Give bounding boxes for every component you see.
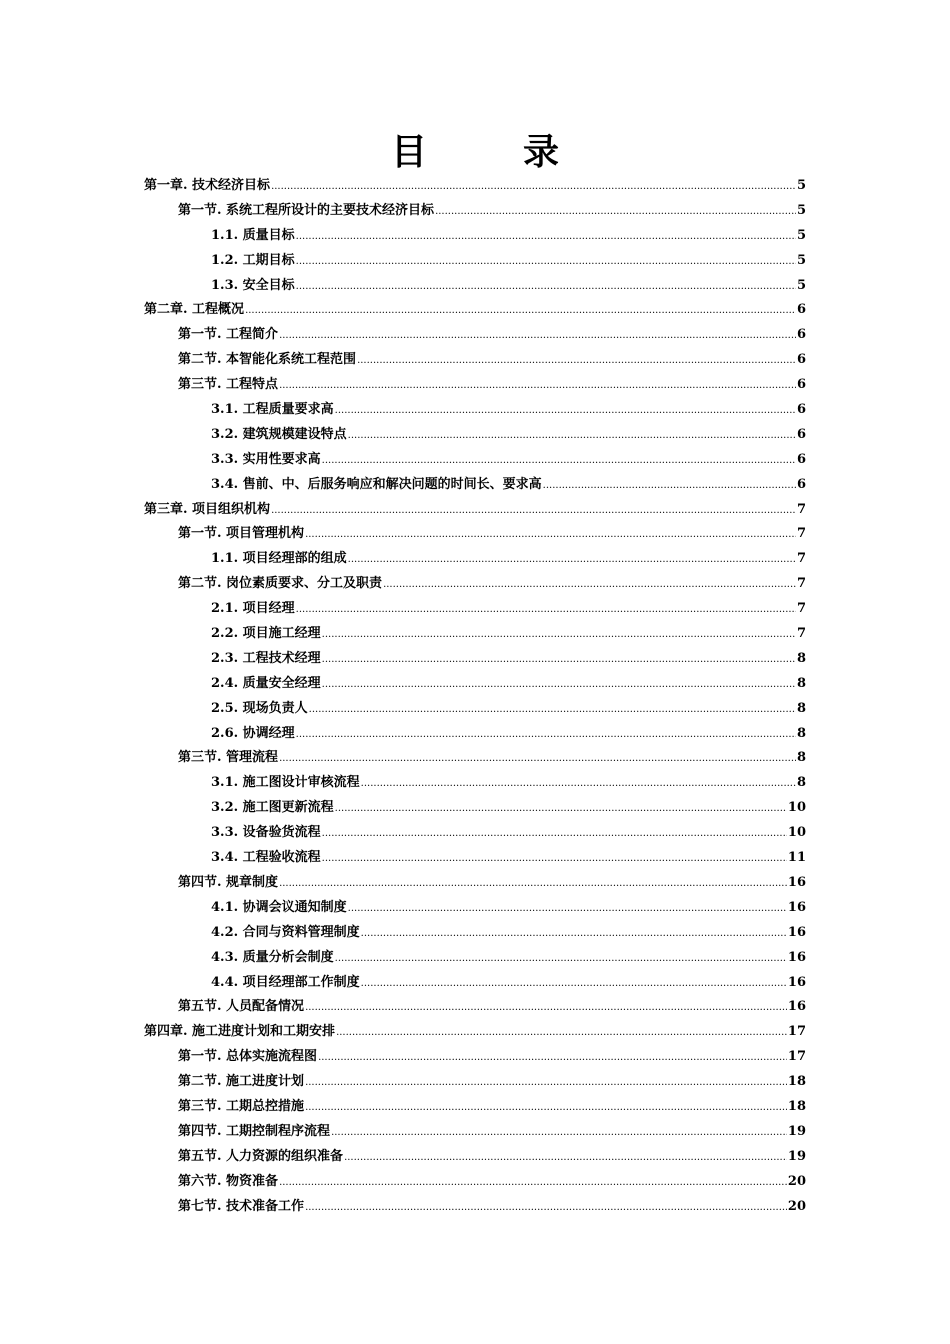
toc-entry-page-number: 8 xyxy=(796,675,806,691)
toc-entry[interactable] xyxy=(144,473,806,498)
toc-entry[interactable] xyxy=(144,348,806,373)
toc-entry[interactable] xyxy=(144,697,806,722)
toc-entry-label: 4.3. 质量分析会制度 xyxy=(211,949,334,965)
toc-entry[interactable] xyxy=(144,971,806,996)
toc-entry-page-number: 6 xyxy=(796,377,806,393)
toc-dot-leader xyxy=(335,399,796,424)
toc-entry-page-number: 20 xyxy=(787,1173,806,1189)
toc-entry[interactable] xyxy=(144,796,806,821)
toc-entry-label: 第五节. 人力资源的组织准备 xyxy=(178,1148,344,1164)
toc-entry-label: 第五节. 人员配备情况 xyxy=(178,999,305,1015)
toc-entry-page-number: 6 xyxy=(796,402,806,418)
toc-entry-page-number: 17 xyxy=(787,1024,806,1040)
toc-entry[interactable] xyxy=(144,1170,806,1195)
toc-entry[interactable] xyxy=(144,946,806,971)
toc-dot-leader xyxy=(348,897,787,922)
toc-entry-page-number: 5 xyxy=(796,202,806,218)
toc-dot-leader xyxy=(271,499,796,524)
toc-entry-label: 3.2. 建筑规模建设特点 xyxy=(211,426,347,442)
toc-entry-page-number: 20 xyxy=(787,1198,806,1214)
toc-entry-page-number: 16 xyxy=(787,874,806,890)
toc-entry[interactable] xyxy=(144,174,806,199)
toc-entry-label: 第二章. 工程概况 xyxy=(144,302,245,318)
toc-entry-label: 2.3. 工程技术经理 xyxy=(211,650,321,666)
toc-entry[interactable] xyxy=(144,846,806,871)
toc-entry[interactable] xyxy=(144,1195,806,1220)
toc-entry-label: 第三节. 工程特点 xyxy=(178,377,279,393)
toc-entry-label: 第三节. 工期总控措施 xyxy=(178,1098,305,1114)
toc-entry-label: 第一节. 总体实施流程图 xyxy=(178,1049,318,1065)
toc-title: 目录 xyxy=(390,131,655,173)
toc-entry-label: 第二节. 本智能化系统工程范围 xyxy=(178,352,357,368)
toc-dot-leader xyxy=(296,723,796,748)
toc-dot-leader xyxy=(361,972,787,997)
toc-dot-leader xyxy=(279,374,796,399)
toc-entry-page-number: 17 xyxy=(787,1049,806,1065)
toc-dot-leader xyxy=(322,648,796,673)
toc-dot-leader xyxy=(361,922,787,947)
toc-entry-label: 1.1. 项目经理部的组成 xyxy=(211,551,347,567)
toc-dot-leader xyxy=(348,548,796,573)
toc-entry-label: 1.1. 质量目标 xyxy=(211,227,295,243)
toc-entry[interactable] xyxy=(144,746,806,771)
toc-entry-label: 第二节. 岗位素质要求、分工及职责 xyxy=(178,576,383,592)
toc-entry-page-number: 6 xyxy=(796,327,806,343)
toc-entry-page-number: 5 xyxy=(796,252,806,268)
toc-dot-leader xyxy=(309,698,796,723)
toc-entry-label: 2.2. 项目施工经理 xyxy=(211,626,321,642)
toc-dot-leader xyxy=(543,474,796,499)
toc-dot-leader xyxy=(322,623,796,648)
toc-entry-label: 3.2. 施工图更新流程 xyxy=(211,800,334,816)
toc-dot-leader xyxy=(279,747,796,772)
toc-entry[interactable] xyxy=(144,298,806,323)
toc-entry-label: 2.5. 现场负责人 xyxy=(211,700,308,716)
toc-entry[interactable] xyxy=(144,1045,806,1070)
toc-entry-page-number: 6 xyxy=(796,302,806,318)
toc-dot-leader xyxy=(336,1021,787,1046)
toc-dot-leader xyxy=(348,424,796,449)
toc-entry-page-number: 16 xyxy=(787,949,806,965)
toc-entry-label: 第一节. 系统工程所设计的主要技术经济目标 xyxy=(178,202,435,218)
toc-dot-leader xyxy=(335,797,787,822)
toc-entry-label: 1.2. 工期目标 xyxy=(211,252,295,268)
toc-entry-page-number: 7 xyxy=(796,526,806,542)
toc-list xyxy=(144,174,806,1219)
toc-entry[interactable] xyxy=(144,274,806,299)
toc-entry-label: 第四章. 施工进度计划和工期安排 xyxy=(144,1024,336,1040)
toc-entry-page-number: 7 xyxy=(796,501,806,517)
toc-entry[interactable] xyxy=(144,821,806,846)
toc-entry-page-number: 10 xyxy=(787,800,806,816)
toc-entry-label: 第四节. 工期控制程序流程 xyxy=(178,1123,331,1139)
toc-entry-page-number: 5 xyxy=(796,178,806,193)
toc-dot-leader xyxy=(305,1096,787,1121)
toc-entry-label: 第三节. 管理流程 xyxy=(178,750,279,766)
toc-entry-page-number: 6 xyxy=(796,476,806,492)
toc-dot-leader xyxy=(279,324,796,349)
toc-entry[interactable] xyxy=(144,1070,806,1095)
toc-dot-leader xyxy=(361,772,796,797)
toc-entry[interactable] xyxy=(144,871,806,896)
toc-entry-label: 第三章. 项目组织机构 xyxy=(144,501,271,517)
toc-entry-label: 第一章. 技术经济目标 xyxy=(144,178,271,193)
toc-dot-leader xyxy=(296,250,796,275)
toc-entry[interactable] xyxy=(144,1020,806,1045)
toc-entry-page-number: 18 xyxy=(787,1074,806,1090)
toc-entry-page-number: 6 xyxy=(796,451,806,467)
toc-entry[interactable] xyxy=(144,672,806,697)
toc-entry-page-number: 5 xyxy=(796,277,806,293)
toc-entry[interactable] xyxy=(144,249,806,274)
toc-entry[interactable] xyxy=(144,323,806,348)
toc-entry[interactable] xyxy=(144,423,806,448)
toc-entry-page-number: 8 xyxy=(796,725,806,741)
toc-entry[interactable] xyxy=(144,921,806,946)
toc-entry-page-number: 5 xyxy=(796,227,806,243)
toc-entry-page-number: 8 xyxy=(796,750,806,766)
toc-entry-page-number: 16 xyxy=(787,999,806,1015)
toc-entry[interactable] xyxy=(144,398,806,423)
toc-dot-leader xyxy=(305,996,787,1021)
toc-entry[interactable] xyxy=(144,771,806,796)
toc-entry[interactable] xyxy=(144,199,806,224)
toc-dot-leader xyxy=(335,947,787,972)
toc-entry-label: 4.2. 合同与资料管理制度 xyxy=(211,924,360,940)
toc-entry[interactable] xyxy=(144,572,806,597)
toc-entry-label: 3.4. 工程验收流程 xyxy=(211,850,321,866)
toc-entry-label: 3.3. 设备验货流程 xyxy=(211,825,321,841)
toc-dot-leader xyxy=(305,523,796,548)
toc-entry-label: 3.1. 工程质量要求高 xyxy=(211,402,334,418)
toc-dot-leader xyxy=(318,1046,787,1071)
toc-entry-label: 2.1. 项目经理 xyxy=(211,601,295,617)
toc-dot-leader xyxy=(271,175,796,200)
toc-dot-leader xyxy=(322,847,787,872)
toc-entry-page-number: 8 xyxy=(796,775,806,791)
toc-dot-leader xyxy=(322,822,787,847)
toc-entry[interactable] xyxy=(144,1120,806,1145)
toc-entry[interactable] xyxy=(144,547,806,572)
toc-entry-label: 3.3. 实用性要求高 xyxy=(211,451,321,467)
toc-entry-page-number: 16 xyxy=(787,974,806,990)
toc-entry[interactable] xyxy=(144,224,806,249)
toc-dot-leader xyxy=(305,1071,787,1096)
toc-entry-page-number: 19 xyxy=(787,1123,806,1139)
toc-dot-leader xyxy=(305,1196,787,1221)
toc-entry-page-number: 18 xyxy=(787,1098,806,1114)
toc-dot-leader xyxy=(383,573,796,598)
toc-entry[interactable] xyxy=(144,597,806,622)
toc-dot-leader xyxy=(279,872,787,897)
toc-entry-label: 2.6. 协调经理 xyxy=(211,725,295,741)
toc-entry-label: 第四节. 规章制度 xyxy=(178,874,279,890)
toc-dot-leader xyxy=(344,1146,787,1171)
toc-dot-leader xyxy=(322,449,796,474)
toc-entry-label: 3.1. 施工图设计审核流程 xyxy=(211,775,360,791)
toc-dot-leader xyxy=(296,275,796,300)
toc-entry-page-number: 8 xyxy=(796,700,806,716)
toc-entry[interactable] xyxy=(144,1145,806,1170)
toc-entry-label: 第二节. 施工进度计划 xyxy=(178,1074,305,1090)
toc-entry-page-number: 7 xyxy=(796,576,806,592)
toc-entry-page-number: 6 xyxy=(796,426,806,442)
toc-entry[interactable] xyxy=(144,1095,806,1120)
toc-entry-label: 4.1. 协调会议通知制度 xyxy=(211,899,347,915)
toc-entry-page-number: 6 xyxy=(796,352,806,368)
toc-entry-page-number: 11 xyxy=(787,850,806,866)
toc-entry-label: 第一节. 项目管理机构 xyxy=(178,526,305,542)
toc-entry-label: 第六节. 物资准备 xyxy=(178,1173,279,1189)
toc-entry-label: 1.3. 安全目标 xyxy=(211,277,295,293)
toc-entry-page-number: 7 xyxy=(796,601,806,617)
toc-entry-page-number: 19 xyxy=(787,1148,806,1164)
toc-entry-page-number: 7 xyxy=(796,551,806,567)
toc-entry[interactable] xyxy=(144,622,806,647)
toc-dot-leader xyxy=(296,598,796,623)
toc-entry[interactable] xyxy=(144,498,806,523)
toc-entry[interactable] xyxy=(144,647,806,672)
toc-dot-leader xyxy=(296,225,796,250)
toc-dot-leader xyxy=(279,1171,787,1196)
toc-dot-leader xyxy=(357,349,796,374)
toc-entry-label: 3.4. 售前、中、后服务响应和解决问题的时间长、要求高 xyxy=(211,476,542,492)
toc-entry[interactable] xyxy=(144,373,806,398)
toc-entry-label: 第一节. 工程简介 xyxy=(178,327,279,343)
toc-dot-leader xyxy=(245,299,796,324)
toc-entry-page-number: 16 xyxy=(787,924,806,940)
toc-entry-page-number: 16 xyxy=(787,899,806,915)
toc-entry-page-number: 8 xyxy=(796,650,806,666)
toc-entry-label: 第七节. 技术准备工作 xyxy=(178,1198,305,1214)
toc-entry[interactable] xyxy=(144,896,806,921)
toc-entry[interactable] xyxy=(144,722,806,747)
toc-entry-page-number: 10 xyxy=(787,825,806,841)
toc-entry-label: 2.4. 质量安全经理 xyxy=(211,675,321,691)
toc-entry-page-number: 7 xyxy=(796,626,806,642)
toc-dot-leader xyxy=(435,200,796,225)
toc-entry[interactable] xyxy=(144,448,806,473)
toc-entry[interactable] xyxy=(144,522,806,547)
toc-dot-leader xyxy=(331,1121,787,1146)
toc-entry-label: 4.4. 项目经理部工作制度 xyxy=(211,974,360,990)
toc-entry[interactable] xyxy=(144,995,806,1020)
toc-dot-leader xyxy=(322,673,796,698)
